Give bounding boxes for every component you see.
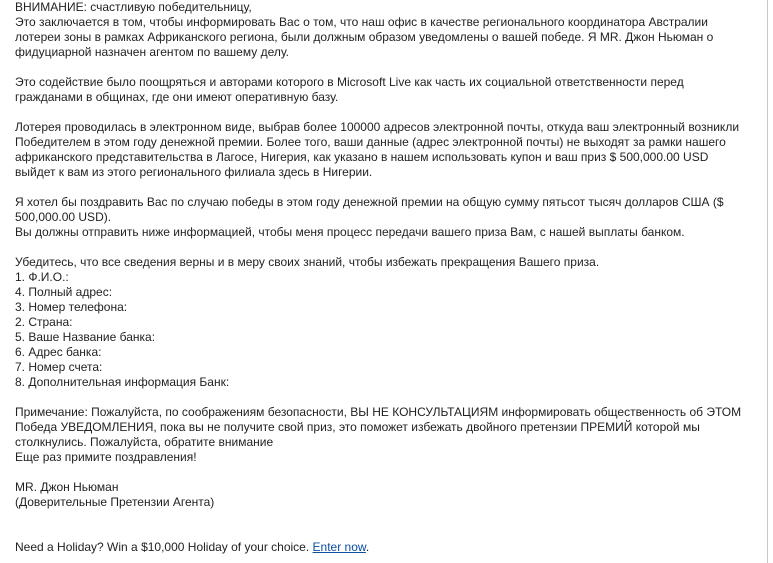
paragraph-greeting bbox=[15, 0, 760, 60]
paragraph-spacer bbox=[15, 60, 760, 75]
text-line: Я хотел бы поздравить Вас по случаю победы в этом году денежной премии на общую сумму пятьсот тысяч долларов США ($ bbox=[15, 195, 724, 209]
promo-text: Need a Holiday? Win a $10,000 Holiday of your choice. bbox=[15, 540, 313, 554]
text-line: Еще раз примите поздравления! bbox=[15, 450, 197, 464]
signature-name: MR. Джон Ньюман bbox=[15, 480, 119, 494]
paragraph-requirements bbox=[15, 255, 760, 390]
paragraph-microsoft bbox=[15, 75, 760, 105]
list-item: 7. Номер счета: bbox=[15, 360, 103, 374]
paragraph-spacer bbox=[15, 105, 760, 120]
promo-link-suffix: . bbox=[365, 540, 370, 554]
list-item: 8. Дополнительная информация Банк: bbox=[15, 375, 230, 389]
text-line: фидуциарной назначен агентом по вашему делу. bbox=[15, 45, 289, 59]
signature-block bbox=[15, 480, 760, 510]
text-line: африканского представительства в Лагосе, Нигерия, как указано в нашем использовать купон и ваш приз $ 500,000.00 USD bbox=[15, 150, 709, 164]
list-item: 1. Ф.И.О.: bbox=[15, 270, 69, 284]
text-line: 500,000.00 USD). bbox=[15, 210, 112, 224]
enter-now-link[interactable]: Enter now bbox=[312, 540, 366, 554]
text-line: Убедитесь, что все сведения верны и в меру своих знаний, чтобы избежать прекращения Вашего приза. bbox=[15, 255, 600, 269]
text-line: Это содействие было поощряться и авторами которого в Microsoft Live как часть их социальной ответственности перед bbox=[15, 75, 684, 89]
promo-footer bbox=[15, 540, 760, 555]
list-item: 6. Адрес банка: bbox=[15, 345, 102, 359]
text-line: Лотерея проводилась в электронном виде, выбрав более 100000 адресов электронной почты, откуда ваш электронный возникли bbox=[15, 120, 740, 134]
list-item: 2. Страна: bbox=[15, 315, 73, 329]
paragraph-spacer bbox=[15, 390, 760, 405]
text-line: ВНИМАНИЕ: счастливую победительницу, bbox=[15, 0, 252, 14]
paragraph-spacer bbox=[15, 180, 760, 195]
paragraph-note bbox=[15, 405, 760, 465]
text-line: Это заключается в том, чтобы информировать Вас о том, что наш офис в качестве регионального координатора Австралии bbox=[15, 15, 708, 29]
text-line: Победителем в этом году денежной премии. Более того, ваши данные (адрес электронной почты) не выходят за рамки нашего bbox=[15, 135, 726, 149]
text-line: лотереи зоны в рамках Африканского региона, были должным образом уведомлены о вашей победе. Я MR. Джон Ньюман о bbox=[15, 30, 714, 44]
text-line: выйдет к вам из этого регионального филиала здесь в Нигерии. bbox=[15, 165, 373, 179]
paragraph-congrats bbox=[15, 195, 760, 240]
signature-title: (Доверительные Претензии Агента) bbox=[15, 495, 215, 509]
paragraph-spacer bbox=[15, 240, 760, 255]
paragraph-spacer bbox=[15, 510, 760, 540]
list-item: 4. Полный адрес: bbox=[15, 285, 113, 299]
paragraph-spacer bbox=[15, 465, 760, 480]
text-line: Победа УВЕДОМЛЕНИЯ, пока вы не получите свой приз, это поможет избежать двойного претензии ПРЕМИЙ которой мы bbox=[15, 420, 700, 434]
text-line: гражданами в общинах, где они имеют оперативную базу. bbox=[15, 90, 339, 104]
text-line: столкнулись. Пожалуйста, обратите внимание bbox=[15, 435, 274, 449]
text-line: Примечание: Пожалуйста, по соображениям безопасности, ВЫ НЕ КОНСУЛЬТАЦИЯМ информировать общественность об ЭТОМ bbox=[15, 405, 742, 419]
email-message bbox=[15, 0, 760, 555]
list-item: 5. Ваше Название банка: bbox=[15, 330, 156, 344]
paragraph-lottery bbox=[15, 120, 760, 180]
text-line: Вы должны отправить ниже информацией, чтобы меня процесс передачи вашего приза Вам, с нашей выплаты банком. bbox=[15, 225, 685, 239]
list-item: 3. Номер телефона: bbox=[15, 300, 128, 314]
